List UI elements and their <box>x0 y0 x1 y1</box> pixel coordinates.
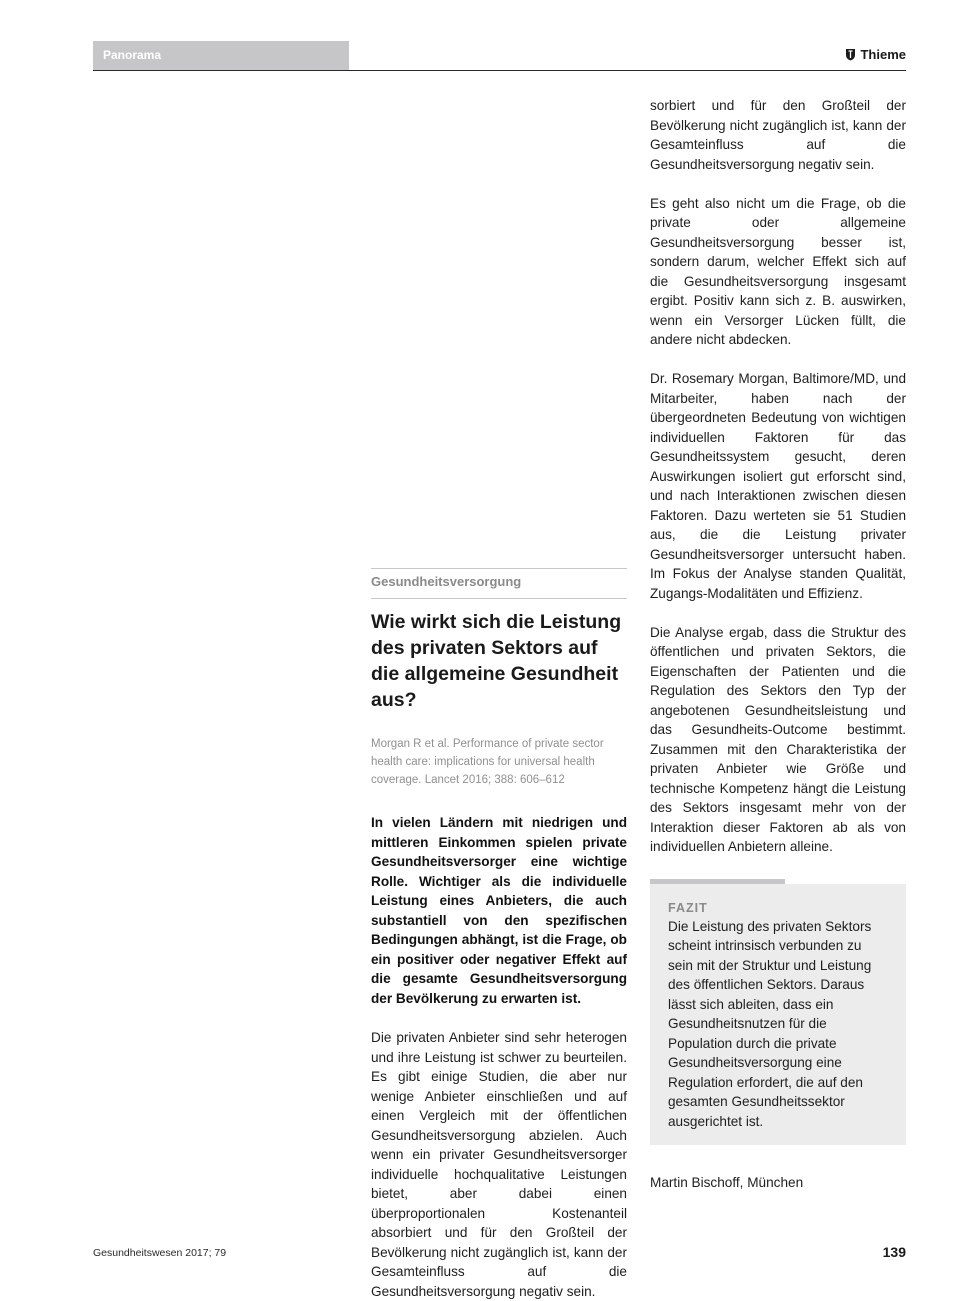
article-paragraph-3: Dr. Rosemary Morgan, Baltimore/MD, und Mitarbeiter, haben nach der übergeordneten Bedeutung von wichtigen individuellen Faktoren für das Gesundheitssystem gesucht, deren Auswirkungen isoliert gut erforscht sind, und nach Interaktionen zwischen diesen Faktoren. Dazu werteten sie 51 Studien aus, die die Leistung privater Gesundheitsversorger untersucht haben. Im Fokus der Analyse standen Qualität, Zugangs-Modalitäten und Effizienz. <box>650 371 906 601</box>
article-paragraph-4: Die Analyse ergab, dass die Struktur des öffentlichen und privaten Sektors, die Eigenschaften der Patienten und die Regulation des Sektors den Typ der angebotenen Gesundheitsleistung und das Gesundheits-Outcome bestimmt. Zusammen mit den Charakteristika der privaten Anbieter wie Größe und technische Kompetenz hängt die Leistung des Sektors insgesamt mehr von der Interaktion dieser Faktoren ab als von individuellen Anbietern alleine. <box>650 624 906 854</box>
publisher-name: Thieme <box>860 47 906 62</box>
fazit-text: Die Leistung des privaten Sektors scheint intrinsisch verbunden zu sein mit der Struktur und Leistung des öffentlichen Sektors. Daraus lässt sich ableiten, dass ein Gesundheitsnutzen für die Population durch die private Gesundheitsversorgung eine Regulation erfordert, die auf den gesamten Gesundheitssektor ausgerichtet ist. <box>668 918 872 1129</box>
article-left-column <box>371 568 627 1299</box>
fazit-content <box>650 884 906 1146</box>
section-header-bar <box>93 41 349 71</box>
article-category: Gesundheitsversorgung <box>371 574 522 589</box>
article-reference: Morgan R et al. Performance of private sector health care: implications for universal health coverage. Lancet 2016; 388: 606–612 <box>371 738 604 786</box>
page-number: 139 <box>882 1244 906 1260</box>
section-label: Panorama <box>103 48 162 62</box>
header-rule <box>93 70 906 71</box>
fazit-box <box>650 879 906 1146</box>
category-rule-bottom <box>371 598 627 599</box>
publisher-brand <box>845 47 906 62</box>
article-author: Martin Bischoff, München <box>650 1175 804 1190</box>
article-paragraph-1: Die privaten Anbieter sind sehr heterogen und ihre Leistung ist schwer zu beurteilen. Es gibt einige Studien, die aber nur wenige Anbieter einschließen und auf einen Vergleich mit der öffentlichen Gesundheitsversorgung abzielen. Auch wenn ein privater Gesundheitsversorger individuelle hochqualitative Leistungen bietet, aber dabei einen überproportionalen Kostenanteil absorbiert und für den Großteil der Bevölkerung nicht zugänglich ist, kann der Gesamteinfluss auf die Gesundheitsversorgung negativ sein. <box>371 1030 627 1299</box>
article-right-column <box>650 96 906 1193</box>
thieme-logo-icon <box>845 48 856 61</box>
article-title: Wie wirkt sich die Leistung des privaten Sektors auf die allgemeine Gesundheit aus? <box>371 611 622 711</box>
article-lead: In vielen Ländern mit niedrigen und mittleren Einkommen spielen private Gesundheitsversorger eine wichtige Rolle. Wichtiger als die individuelle Leistung eines Anbieters, die auch substantiell von den spezifischen Bedingungen abhängt, ist die Frage, ob ein positiver oder negativer Effekt auf die gesamte Gesundheitsversorgung der Bevölkerung zu erwarten ist. <box>371 815 627 1006</box>
footer-journal: Gesundheitswesen 2017; 79 <box>93 1247 227 1259</box>
article-paragraph-1-continued: sorbiert und für den Großteil der Bevölkerung nicht zugänglich ist, kann der Gesamteinfluss auf die Gesundheitsversorgung negativ sein. <box>650 98 906 172</box>
fazit-label: FAZIT <box>668 900 708 915</box>
article-paragraph-2: Es geht also nicht um die Frage, ob die private oder allgemeine Gesundheitsversorgung besser ist, sondern darum, welcher Effekt sich auf die Gesundheitsversorgung insgesamt ergibt. Positiv kann sich z. B. auswirken, wenn ein Versorger Lücken füllt, die andere nicht abdecken. <box>650 195 906 347</box>
